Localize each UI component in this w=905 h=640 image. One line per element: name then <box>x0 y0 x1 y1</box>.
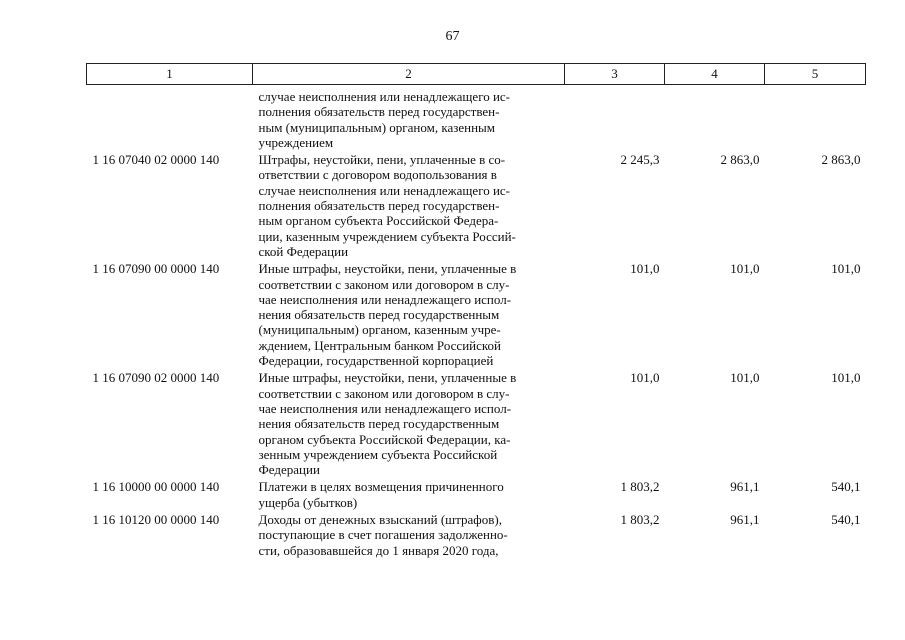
description-line: учреждением <box>258 134 334 150</box>
column-header-4: 4 <box>665 64 765 85</box>
description-line: сти, образовавшейся до 1 января 2020 года, <box>258 542 499 558</box>
row-code: 1 16 10120 00 0000 140 <box>92 512 220 528</box>
row-code: 1 16 07090 00 0000 140 <box>92 261 220 277</box>
row-description <box>253 368 565 477</box>
description-line: Доходы от денежных взысканий (штрафов), <box>258 512 502 528</box>
table-row <box>87 510 866 558</box>
table-row <box>87 259 866 368</box>
table-row <box>87 368 866 477</box>
value-col-5: 540,1 <box>831 512 861 528</box>
row-code: 1 16 10000 00 0000 140 <box>92 479 220 495</box>
column-header-5: 5 <box>765 64 866 85</box>
description-line: ской Федерации <box>258 243 349 259</box>
value-col-3: 2 245,3 <box>620 152 660 168</box>
row-code <box>87 85 253 151</box>
row-description <box>253 85 565 151</box>
row-description <box>253 259 565 368</box>
value-col-3: 101,0 <box>630 370 660 386</box>
description-line: ции, казенным учреждением субъекта Россий- <box>258 228 516 244</box>
row-description <box>253 510 565 558</box>
table-row <box>87 150 866 259</box>
description-line: ответствии с договором водопользования в <box>258 167 497 183</box>
description-line: случае неисполнения или ненадлежащего ис- <box>258 182 511 198</box>
value-col-5: 540,1 <box>831 479 861 495</box>
description-line: нения обязательств перед государственным <box>258 307 500 323</box>
description-line: соответствии с законом или договором в слу- <box>258 385 510 401</box>
value-col-3: 101,0 <box>630 261 660 277</box>
value-col-4: 101,0 <box>730 261 760 277</box>
description-line: Федерации <box>258 462 320 478</box>
description-line: Иные штрафы, неустойки, пени, уплаченные в <box>258 261 517 277</box>
value-col-4: 101,0 <box>730 370 760 386</box>
column-header-3: 3 <box>565 64 665 85</box>
value-col-5: 101,0 <box>831 370 861 386</box>
row-description <box>253 150 565 259</box>
description-line: Платежи в целях возмещения причиненного <box>258 479 504 495</box>
description-line: Штрафы, неустойки, пени, уплаченные в со- <box>258 152 506 168</box>
value-col-3: 1 803,2 <box>620 479 660 495</box>
column-header-1: 1 <box>87 64 253 85</box>
description-line: чае неисполнения или ненадлежащего испол- <box>258 291 512 307</box>
description-line: зенным учреждением субъекта Российской <box>258 446 498 462</box>
description-line: чае неисполнения или ненадлежащего испол- <box>258 400 512 416</box>
description-line: Иные штрафы, неустойки, пени, уплаченные в <box>258 370 517 386</box>
row-code: 1 16 07040 02 0000 140 <box>92 152 220 168</box>
budget-revenue-table <box>86 63 866 558</box>
description-line: соответствии с законом или договором в слу- <box>258 276 510 292</box>
table-header <box>87 64 866 85</box>
value-col-4: 961,1 <box>730 512 760 528</box>
value-col-4: 961,1 <box>730 479 760 495</box>
description-line: ным (муниципальным) органом, казенным <box>258 119 496 135</box>
column-header-2: 2 <box>253 64 565 85</box>
description-line: полнения обязательств перед государствен- <box>258 104 500 120</box>
description-line: органом субъекта Российской Федерации, ка- <box>258 431 511 447</box>
description-line: случае неисполнения или ненадлежащего ис- <box>258 89 511 104</box>
value-col-3: 1 803,2 <box>620 512 660 528</box>
column-number-row <box>87 64 866 85</box>
description-line: ущерба (убытков) <box>258 494 358 510</box>
row-code: 1 16 07090 02 0000 140 <box>92 370 220 386</box>
description-line: нения обязательств перед государственным <box>258 416 500 432</box>
page-number: 67 <box>445 29 460 44</box>
description-line: ждением, Центральным банком Российской <box>258 337 501 353</box>
value-col-5: 101,0 <box>831 261 861 277</box>
description-line: (муниципальным) органом, казенным учре- <box>258 322 501 338</box>
description-line: Федерации, государственной корпорацией <box>258 353 494 369</box>
table-row <box>87 477 866 510</box>
value-col-4: 2 863,0 <box>720 152 760 168</box>
description-line: поступающие в счет погашения задолженно- <box>258 527 508 543</box>
description-line: полнения обязательств перед государствен- <box>258 198 500 214</box>
value-col-5: 2 863,0 <box>821 152 861 168</box>
description-line: ным органом субъекта Российской Федера- <box>258 213 499 229</box>
table-row-continuation <box>87 85 866 151</box>
row-description <box>253 477 565 510</box>
